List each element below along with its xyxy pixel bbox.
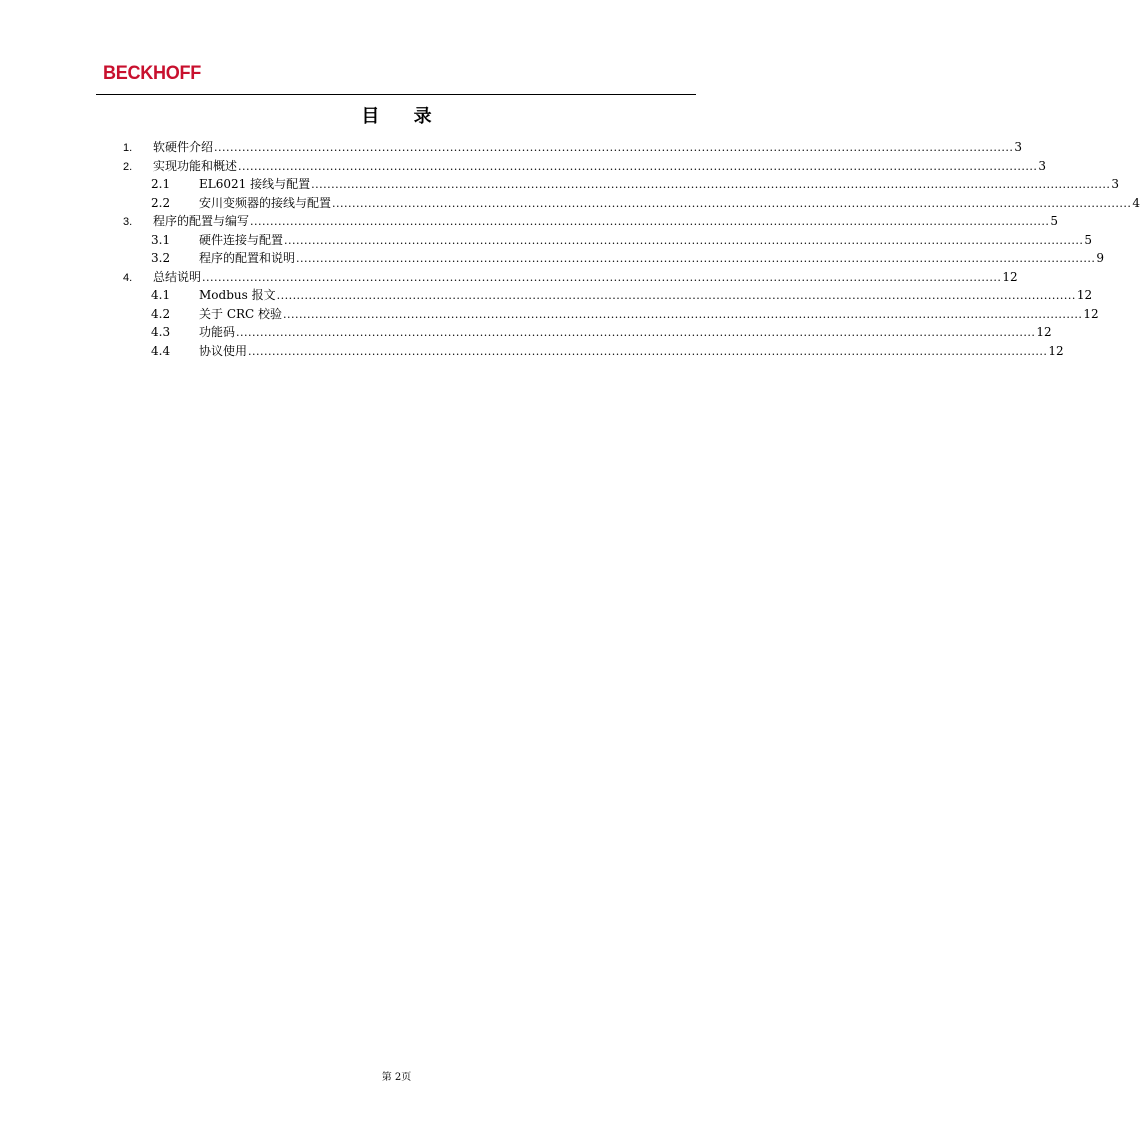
toc-dot-leader: ........................................................................................................................................................................................................: [250, 215, 1050, 228]
toc-dot-leader: ........................................................................................................................................................................................................: [214, 141, 1014, 154]
toc-dot-leader: ........................................................................................................................................................................................................: [238, 160, 1038, 173]
toc-entry-label: 协议使用: [199, 344, 248, 358]
toc-entry-page: 3: [1014, 140, 1022, 154]
toc-entry-number: 3.2: [151, 251, 171, 265]
toc-entry-page: 5: [1084, 233, 1092, 247]
toc-entry[interactable]: [123, 157, 1046, 175]
toc-entry[interactable]: [151, 286, 1093, 304]
toc-entry[interactable]: [151, 342, 1064, 360]
toc-entry-label: 关于 CRC 校验: [199, 307, 283, 321]
toc-entry-page: 12: [1076, 288, 1093, 302]
toc-entry-page: 12: [1036, 325, 1052, 339]
toc-entry-number: 4.: [123, 272, 133, 284]
toc-entry-label: 功能码: [199, 325, 236, 339]
toc-entry[interactable]: [151, 231, 1092, 249]
toc-entry[interactable]: [151, 175, 1120, 193]
toc-entry[interactable]: [123, 212, 1058, 230]
toc-dot-leader: ........................................................................................................................................................................................................: [202, 271, 1002, 284]
toc-entry-page: 4: [1132, 196, 1140, 210]
toc-entry-number: 3.1: [151, 233, 171, 247]
toc-entry-number: 4.2: [151, 307, 171, 321]
beckhoff-logo: BECKHOFF: [103, 63, 201, 84]
toc-dot-leader: ........................................................................................................................................................................................................: [296, 252, 1096, 265]
toc-entry-number: 2.: [123, 161, 133, 173]
toc-dot-leader: ........................................................................................................................................................................................................: [283, 308, 1083, 321]
toc-dot-leader: ........................................................................................................................................................................................................: [311, 178, 1111, 191]
toc-entry[interactable]: [151, 249, 1104, 267]
toc-entry-number: 4.4: [151, 344, 171, 358]
toc-entry-label: 实现功能和概述: [153, 159, 238, 173]
toc-entry-label: Modbus 报文: [199, 288, 276, 302]
toc-entry-label: 硬件连接与配置: [199, 233, 284, 247]
toc-entry-label: EL6021 接线与配置: [199, 177, 311, 191]
toc-entry-number: 2.1: [151, 177, 171, 191]
toc-entry-label: 总结说明: [153, 270, 202, 284]
toc-entry-page: 12: [1048, 344, 1064, 358]
toc-dot-leader: ........................................................................................................................................................................................................: [236, 326, 1036, 339]
toc-entry[interactable]: [151, 323, 1052, 341]
toc-entry[interactable]: [151, 194, 1140, 212]
toc-entry-page: 3: [1038, 159, 1046, 173]
toc-entry-page: 5: [1050, 214, 1058, 228]
toc-entry-number: 2.2: [151, 196, 171, 210]
toc-entry-number: 4.3: [151, 325, 171, 339]
toc-entry-number: 4.1: [151, 288, 171, 302]
toc-entry-page: 12: [1002, 270, 1018, 284]
toc-entry-page: 3: [1111, 177, 1120, 191]
toc-entry[interactable]: [123, 138, 1022, 156]
toc-dot-leader: ........................................................................................................................................................................................................: [284, 234, 1084, 247]
toc-entry[interactable]: [151, 305, 1099, 323]
toc-entry-label: 程序的配置与编写: [153, 214, 250, 228]
page-footer: 第 2页: [381, 1072, 412, 1083]
toc-dot-leader: ........................................................................................................................................................................................................: [248, 345, 1048, 358]
toc-entry-number: 1.: [123, 142, 133, 154]
toc-entry-page: 12: [1083, 307, 1099, 321]
toc-entry[interactable]: [123, 268, 1018, 286]
toc-entry-page: 9: [1096, 251, 1104, 265]
toc-entry-label: 程序的配置和说明: [199, 251, 296, 265]
toc-title: 目 录: [361, 106, 446, 127]
toc-dot-leader: ........................................................................................................................................................................................................: [276, 289, 1076, 302]
toc-dot-leader: ........................................................................................................................................................................................................: [332, 197, 1132, 210]
toc-entry-label: 安川变频器的接线与配置: [199, 196, 332, 210]
toc-entry-number: 3.: [123, 216, 133, 228]
toc-entry-label: 软硬件介绍: [153, 140, 214, 154]
header-rule: [96, 94, 696, 95]
